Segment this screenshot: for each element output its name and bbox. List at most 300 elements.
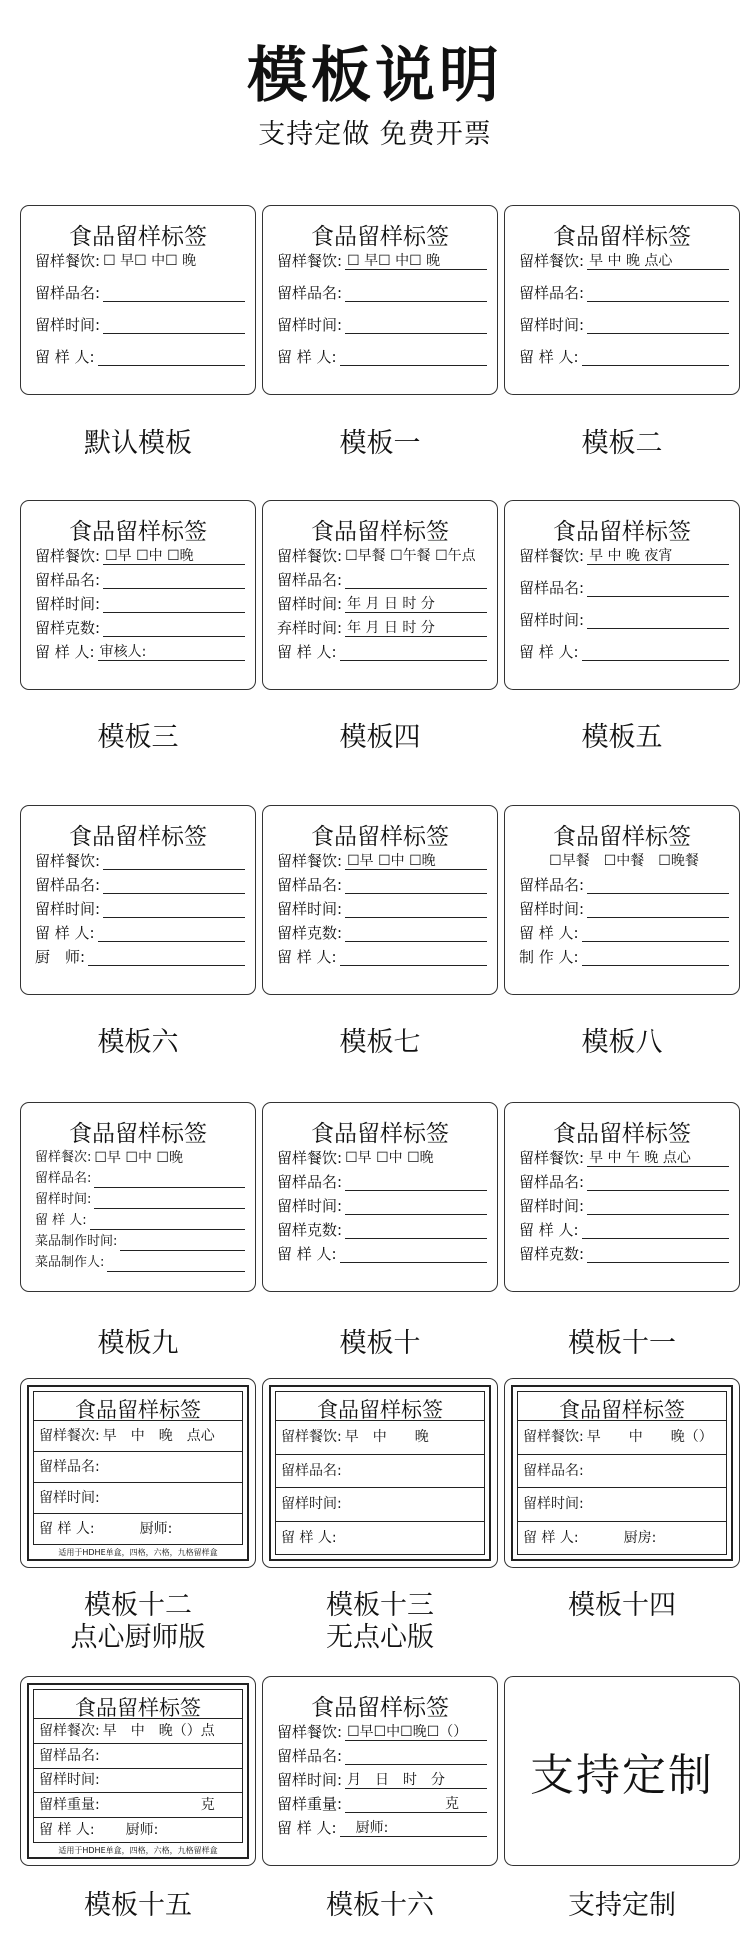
label-template-card[interactable] (504, 805, 740, 995)
field-value[interactable] (103, 876, 245, 894)
label-field-row (519, 1197, 729, 1215)
label-field-row (35, 1212, 245, 1230)
field-label: 留样餐饮: (35, 547, 101, 565)
label-field-row (34, 1483, 242, 1514)
field-value[interactable] (587, 611, 729, 629)
field-value[interactable] (587, 900, 729, 918)
label-template-card[interactable] (262, 1102, 498, 1292)
field-label: 留样品名: (277, 1747, 343, 1765)
label-title: 食品留样标签 (311, 1121, 449, 1147)
label-field-row (35, 284, 245, 302)
label-template-card[interactable] (504, 1676, 740, 1866)
usage-note: 适用于HDHE单盒，四格，六格，九格留样盒 (58, 1846, 218, 1855)
label-template-card[interactable] (262, 1378, 498, 1568)
field-label: 弃样时间: (277, 619, 343, 637)
field-value[interactable]: ☐早 ☐中 ☐晚 (94, 1150, 183, 1166)
label-field-row (35, 316, 245, 334)
template-caption (262, 1890, 498, 1922)
field-label: 留 样 人: (519, 348, 579, 366)
template-caption (504, 1328, 740, 1360)
label-field-row (35, 571, 245, 589)
field-value[interactable] (582, 348, 729, 366)
field-label: 留样品名: (523, 1462, 584, 1479)
label-field-row (277, 547, 487, 565)
field-value[interactable]: 早 中 晚（） (586, 1429, 713, 1446)
label-field-row (518, 1455, 726, 1489)
field-value[interactable] (345, 1197, 487, 1215)
label-field-row (519, 948, 729, 966)
field-value[interactable]: ☐ 早☐ 中☐ 晚 (345, 252, 487, 270)
template-name: 模板六 (97, 1027, 179, 1058)
label-field-row (35, 595, 245, 613)
field-value[interactable] (345, 924, 487, 942)
label-field-row (277, 1771, 487, 1789)
field-value[interactable]: ☐早餐 ☐午餐 ☐午点 (345, 548, 476, 564)
label-field-row (519, 1149, 729, 1167)
field-label: 留样品名: (519, 284, 585, 302)
label-fields (21, 252, 255, 366)
label-fields (263, 252, 497, 366)
label-template-card[interactable] (20, 805, 256, 995)
label-frame (27, 1385, 249, 1561)
label-template-card[interactable] (504, 205, 740, 395)
field-value[interactable]: 早 中 晚 夜宵 (587, 547, 729, 565)
label-fields (263, 1149, 497, 1263)
label-title: 食品留样标签 (69, 1121, 207, 1147)
field-value[interactable] (88, 948, 245, 966)
field-label: 留样时间: (281, 1496, 342, 1513)
field-label: 留 样 人: (277, 1819, 337, 1837)
template-name: 模板四 (339, 722, 421, 753)
label-fields (505, 547, 739, 661)
template-caption (20, 1590, 256, 1654)
template-caption (504, 1890, 740, 1922)
label-field-row (519, 1173, 729, 1191)
field-value[interactable]: 厨师: (97, 1822, 159, 1839)
template-caption (504, 428, 740, 460)
label-inner-border (33, 1689, 243, 1843)
field-label: 留样餐饮: (277, 252, 343, 270)
label-field-row (276, 1455, 484, 1489)
label-field-row (519, 924, 729, 942)
label-field-row (519, 579, 729, 597)
field-label: 留样克数: (277, 924, 343, 942)
field-label: 留样品名: (35, 876, 101, 894)
field-label: 留 样 人: (35, 1213, 87, 1228)
field-value[interactable]: ☐早 ☐中 ☐晚 (103, 547, 245, 565)
field-value[interactable] (582, 1221, 729, 1239)
label-frame (269, 1385, 491, 1561)
field-value[interactable]: 年 月 日 时 分 (345, 619, 487, 637)
label-field-row (35, 852, 245, 870)
field-label: 留样餐饮: (519, 252, 585, 270)
label-title: 食品留样标签 (311, 224, 449, 250)
template-name: 模板九 (97, 1328, 179, 1359)
field-label: 留 样 人: (519, 924, 579, 942)
field-label: 留样餐次: (35, 1150, 92, 1165)
template-caption (20, 428, 256, 460)
field-value[interactable] (103, 852, 245, 870)
field-label: 留样重量: (277, 1795, 343, 1813)
field-label: 制 作 人: (519, 948, 579, 966)
template-caption (20, 1890, 256, 1922)
label-fields (505, 1149, 739, 1263)
label-field-row (35, 900, 245, 918)
label-field-row (34, 1793, 242, 1818)
field-label: 留 样 人: (519, 1221, 579, 1239)
field-label: 留样餐饮: (277, 1149, 343, 1167)
label-inner-border (275, 1391, 485, 1555)
label-template-card[interactable] (262, 205, 498, 395)
label-title: 食品留样标签 (276, 1392, 484, 1421)
field-label: 留 样 人: (39, 1521, 95, 1537)
template-name: 默认模板 (84, 428, 192, 459)
field-label: 留样重量: (39, 1797, 100, 1814)
usage-note: 适用于HDHE单盒，四格，六格，九格留样盒 (58, 1548, 218, 1557)
field-value[interactable]: ☐早 ☐中 ☐晚 (345, 1150, 434, 1166)
template-name: 模板十二 (84, 1590, 192, 1621)
field-value[interactable] (587, 1245, 729, 1263)
field-label: 菜品制作时间: (35, 1234, 118, 1249)
label-field-row (519, 547, 729, 565)
field-value[interactable] (120, 1233, 245, 1251)
template-name: 模板七 (339, 1027, 421, 1058)
label-field-row (276, 1488, 484, 1522)
label-field-row (34, 1769, 242, 1794)
field-value[interactable] (345, 316, 487, 334)
field-value[interactable]: 克 (345, 1795, 487, 1813)
field-value[interactable]: ☐早 ☐中 ☐晚 (345, 852, 487, 870)
label-field-row (277, 1149, 487, 1167)
field-value[interactable]: 审核人: (98, 643, 245, 661)
field-value[interactable] (107, 1254, 245, 1272)
field-value[interactable]: 厨师: (97, 1521, 173, 1537)
label-template-card[interactable] (20, 205, 256, 395)
label-field-row (519, 643, 729, 661)
label-field-row (277, 1197, 487, 1215)
field-value[interactable] (582, 924, 729, 942)
field-value[interactable]: 早 中 晚（）点 (102, 1722, 215, 1739)
label-field-row (34, 1818, 242, 1842)
label-template-card[interactable] (504, 1378, 740, 1568)
template-name: 模板十三 (326, 1590, 434, 1621)
label-fields (505, 252, 739, 366)
label-title: 食品留样标签 (69, 224, 207, 250)
field-value[interactable]: 早 中 晚 点心 (102, 1428, 215, 1444)
label-field-row (277, 876, 487, 894)
label-field-row (277, 643, 487, 661)
page-title: 模板说明 (247, 41, 503, 111)
template-caption (262, 722, 498, 754)
label-field-row (277, 852, 487, 870)
field-value[interactable] (587, 316, 729, 334)
label-title: 食品留样标签 (311, 519, 449, 545)
label-field-row (277, 948, 487, 966)
field-label: 留样克数: (277, 1221, 343, 1239)
field-label: 留样品名: (519, 579, 585, 597)
label-field-row (35, 1149, 245, 1167)
field-value[interactable]: ☐早☐中☐晚☐（） (345, 1723, 487, 1741)
field-value[interactable]: 早 中 午 晚 点心 (587, 1149, 729, 1167)
field-value[interactable] (587, 1173, 729, 1191)
label-fields (263, 852, 497, 966)
field-label: 留 样 人: (281, 1529, 337, 1546)
field-label: 留 样 人: (277, 348, 337, 366)
field-value[interactable] (340, 1245, 487, 1263)
label-inner-border (517, 1391, 727, 1555)
label-field-row (519, 316, 729, 334)
label-title: 食品留样标签 (553, 1121, 691, 1147)
label-field-row (35, 1191, 245, 1209)
label-field-row (35, 1233, 245, 1251)
field-label: 留样品名: (281, 1462, 342, 1479)
field-value[interactable]: 早 中 晚 点心 (587, 252, 729, 270)
field-value[interactable] (98, 348, 245, 366)
label-title: 食品留样标签 (34, 1690, 242, 1719)
field-label: 留样品名: (277, 876, 343, 894)
field-value[interactable] (103, 900, 245, 918)
label-title: 食品留样标签 (518, 1392, 726, 1421)
field-label: 留 样 人: (39, 1822, 95, 1839)
field-value[interactable] (94, 1191, 245, 1209)
label-field-row (519, 611, 729, 629)
template-caption (262, 1590, 498, 1654)
field-label: 留样品名: (519, 1173, 585, 1191)
label-field-row (277, 595, 487, 613)
label-field-row (35, 876, 245, 894)
field-label: 留 样 人: (35, 643, 95, 661)
field-value[interactable] (345, 900, 487, 918)
label-field-row (277, 1245, 487, 1263)
field-label: 留样餐饮: (35, 252, 101, 270)
template-caption (504, 1590, 740, 1622)
field-value[interactable] (587, 284, 729, 302)
field-value[interactable] (90, 1212, 245, 1230)
field-label: 留样时间: (519, 611, 585, 629)
field-label: 留样克数: (35, 619, 101, 637)
label-field-row (35, 1254, 245, 1272)
label-field-row (519, 1245, 729, 1263)
field-value[interactable] (103, 619, 245, 637)
field-label: 留 样 人: (277, 1245, 337, 1263)
field-value[interactable] (103, 316, 245, 334)
field-label: 留样时间: (277, 1771, 343, 1789)
field-label: 留样品名: (39, 1747, 100, 1764)
field-value[interactable] (94, 1170, 245, 1188)
label-field-row (35, 348, 245, 366)
label-fields (21, 547, 255, 661)
label-field-row (35, 252, 245, 270)
label-field-row (35, 619, 245, 637)
label-field-row (277, 900, 487, 918)
label-template-card[interactable] (262, 500, 498, 690)
label-template-card[interactable] (504, 1102, 740, 1292)
field-label: 留样餐饮: (281, 1429, 342, 1446)
field-label: 留 样 人: (35, 924, 95, 942)
field-label: 留样餐饮: (277, 1723, 343, 1741)
label-template-card[interactable] (20, 500, 256, 690)
template-name: 模板八 (581, 1027, 663, 1058)
field-label: 留样时间: (39, 1772, 100, 1789)
field-value[interactable]: 年 月 日 时 分 (345, 595, 487, 613)
label-field-row (519, 284, 729, 302)
label-title: 食品留样标签 (311, 1695, 449, 1721)
field-label: 留样餐饮: (277, 852, 343, 870)
label-title: 食品留样标签 (311, 824, 449, 850)
label-field-row (277, 1819, 487, 1837)
label-field-row (277, 1221, 487, 1239)
field-label: 留样时间: (35, 900, 101, 918)
field-label: 留样品名: (277, 1173, 343, 1191)
field-label: 留样时间: (35, 1192, 92, 1207)
label-fields (505, 852, 739, 966)
label-field-row (35, 643, 245, 661)
field-label: 菜品制作人: (35, 1255, 105, 1270)
field-value[interactable] (103, 571, 245, 589)
field-label: 留样时间: (35, 316, 101, 334)
field-value[interactable] (103, 595, 245, 613)
label-field-row (519, 852, 729, 870)
template-caption (20, 722, 256, 754)
label-field-row (34, 1514, 242, 1544)
label-template-card[interactable] (504, 500, 740, 690)
label-frame (511, 1385, 733, 1561)
field-value[interactable]: 厨房: (581, 1529, 657, 1546)
label-field-row (35, 948, 245, 966)
label-field-row (35, 1170, 245, 1188)
field-label: 留样餐饮: (277, 547, 343, 565)
field-label: 留样餐饮: (519, 1149, 585, 1167)
field-label: 留样品名: (35, 284, 101, 302)
field-label: 留样品名: (277, 284, 343, 302)
template-caption (20, 1027, 256, 1059)
field-label: 留样品名: (35, 571, 101, 589)
label-field-row (277, 316, 487, 334)
label-field-row (519, 252, 729, 270)
label-template-card[interactable] (20, 1676, 256, 1866)
label-field-row (277, 619, 487, 637)
field-value[interactable] (582, 643, 729, 661)
field-value[interactable]: ☐早餐 ☐中餐 ☐晚餐 (549, 853, 699, 869)
label-template-card[interactable] (262, 805, 498, 995)
field-label: 留样品名: (35, 1171, 92, 1186)
label-title: 食品留样标签 (69, 824, 207, 850)
template-name: 模板十六 (326, 1890, 434, 1921)
template-name: 模板十四 (568, 1590, 676, 1621)
field-label: 留样时间: (519, 316, 585, 334)
template-caption (262, 1027, 498, 1059)
field-label: 留样时间: (519, 1197, 585, 1215)
page-subtitle: 支持定做 免费开票 (258, 119, 492, 150)
template-name: 模板五 (581, 722, 663, 753)
label-title: 食品留样标签 (553, 519, 691, 545)
field-value[interactable] (345, 1747, 487, 1765)
field-value[interactable] (340, 948, 487, 966)
template-name: 模板三 (97, 722, 179, 753)
field-label: 留 样 人: (277, 643, 337, 661)
field-label: 留样品名: (277, 571, 343, 589)
label-template-card[interactable] (262, 1676, 498, 1866)
label-field-row (277, 924, 487, 942)
label-title: 食品留样标签 (553, 224, 691, 250)
field-label: 留样品名: (39, 1459, 100, 1475)
field-value[interactable] (587, 1197, 729, 1215)
template-name: 模板十一 (568, 1328, 676, 1359)
template-caption (262, 1328, 498, 1360)
field-label: 留样时间: (523, 1496, 584, 1513)
label-inner-border (33, 1391, 243, 1545)
field-value[interactable] (98, 924, 245, 942)
field-label: 留样餐饮: (519, 547, 585, 565)
field-value[interactable]: ☐ 早☐ 中☐ 晚 (103, 253, 197, 269)
field-value[interactable]: 早 中 晚 (344, 1429, 429, 1446)
template-name: 模板十 (339, 1328, 421, 1359)
field-label: 留样餐次: (39, 1722, 100, 1739)
template-caption (504, 1027, 740, 1059)
label-field-row (35, 924, 245, 942)
field-label: 留 样 人: (519, 643, 579, 661)
field-value[interactable] (345, 284, 487, 302)
label-field-row (276, 1522, 484, 1555)
field-value[interactable] (340, 643, 487, 661)
label-field-row (34, 1421, 242, 1452)
label-fields (21, 852, 255, 966)
field-value[interactable] (345, 1173, 487, 1191)
field-label: 留样克数: (519, 1245, 585, 1263)
field-label: 留样时间: (277, 595, 343, 613)
field-value[interactable] (345, 1221, 487, 1239)
template-name: 模板一 (339, 428, 421, 459)
field-label: 留样餐饮: (35, 852, 101, 870)
field-value[interactable] (582, 948, 729, 966)
field-value[interactable] (345, 571, 487, 589)
label-fields (21, 1149, 255, 1272)
label-fields (263, 547, 497, 661)
field-value[interactable] (587, 579, 729, 597)
field-label: 留样时间: (277, 1197, 343, 1215)
label-field-row (35, 547, 245, 565)
field-value[interactable]: 厨师: (340, 1819, 487, 1837)
field-value[interactable]: 克 (102, 1797, 215, 1814)
label-field-row (277, 252, 487, 270)
label-field-row (518, 1421, 726, 1455)
field-label: 厨 师: (35, 948, 86, 966)
label-field-row (277, 1173, 487, 1191)
label-template-card[interactable] (20, 1378, 256, 1568)
field-label: 留样餐次: (39, 1428, 100, 1444)
label-field-row (277, 571, 487, 589)
label-field-row (519, 876, 729, 894)
field-label: 留样餐饮: (523, 1429, 584, 1446)
field-value[interactable]: 月 日 时 分 (345, 1771, 487, 1789)
field-value[interactable] (345, 876, 487, 894)
field-value[interactable] (103, 284, 245, 302)
label-field-row (519, 348, 729, 366)
label-field-row (276, 1421, 484, 1455)
label-title: 食品留样标签 (553, 824, 691, 850)
template-name: 模板二 (581, 428, 663, 459)
field-label: 留 样 人: (523, 1529, 579, 1546)
field-value[interactable] (340, 348, 487, 366)
template-caption (262, 428, 498, 460)
field-label: 留样时间: (519, 900, 585, 918)
label-template-card[interactable] (20, 1102, 256, 1292)
label-title: 食品留样标签 (34, 1392, 242, 1421)
field-value[interactable] (587, 876, 729, 894)
template-variant: 无点心版 (326, 1622, 434, 1653)
label-field-row (519, 1221, 729, 1239)
template-caption (20, 1328, 256, 1360)
